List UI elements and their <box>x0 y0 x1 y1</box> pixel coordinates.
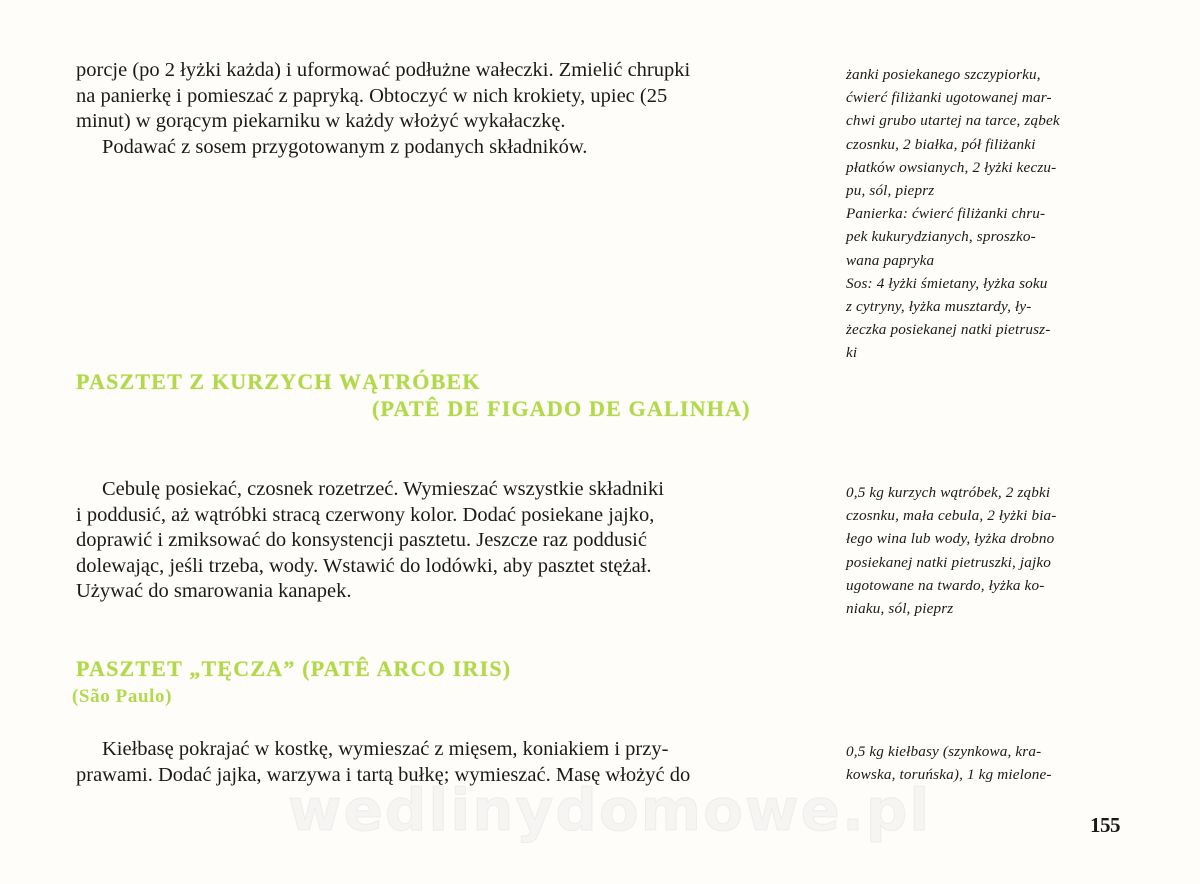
recipe2-ingredients <box>846 740 1131 786</box>
ingredient-line: płatków owsianych, 2 łyżki keczu- <box>846 158 1057 176</box>
recipe1-title: PASZTET Z KURZYCH WĄTRÓBEK <box>76 369 481 394</box>
text-line: dolewając, jeśli trzeba, wody. Wstawić do lodówki, aby pasztet stężał. <box>76 554 652 577</box>
recipe2-subtitle: (São Paulo) <box>72 686 173 707</box>
text-line: prawami. Dodać jajka, warzywa i tartą bułkę; wymieszać. Masę włożyć do <box>76 763 691 786</box>
recipe1-method <box>76 477 816 605</box>
ingredient-line: czosnku, 2 białka, pół filiżanki <box>846 135 1036 153</box>
ingredient-line: pek kukurydzianych, sproszko- <box>846 228 1036 246</box>
watermark: wedlinydomowe.pl <box>288 776 932 844</box>
text-line: i poddusić, aż wątróbki stracą czerwony kolor. Dodać posiekane jajko, <box>76 503 655 526</box>
ingredient-line: kowska, toruńska), 1 kg mielone- <box>846 766 1052 784</box>
recipe2-title: PASZTET „TĘCZA” (PATÊ ARCO IRIS) <box>76 656 512 681</box>
recipe2-paragraph <box>76 737 816 788</box>
ingredient-line: czosnku, mała cebula, 2 łyżki bia- <box>846 507 1057 525</box>
text-line: porcje (po 2 łyżki każda) i uformować podłużne wałeczki. Zmielić chrupki <box>76 59 691 81</box>
text-line: na panierkę i pomieszać z papryką. Obtoczyć w nich krokiety, upiec (25 <box>76 84 668 107</box>
ingredient-line: łego wina lub wody, łyżka drobno <box>846 530 1055 548</box>
recipe2-method <box>76 737 816 788</box>
ingredient-line: z cytryny, łyżka musztardy, ły- <box>846 298 1032 316</box>
ingredient-line: żanki posiekanego szczypiorku, <box>846 66 1041 83</box>
recipe1-ingredients <box>846 481 1131 620</box>
ingredient-line: niaku, sól, pieprz <box>846 600 954 618</box>
ingredient-line: wana papryka <box>846 251 935 269</box>
text-line: Kiełbasę pokrajać w kostkę, wymieszać z mięsem, koniakiem i przy- <box>102 738 669 760</box>
ingredient-line: pu, sól, pieprz <box>846 182 935 200</box>
ingredient-line: ki <box>846 344 858 362</box>
ingredient-line: Sos: 4 łyżki śmietany, łyżka soku <box>846 274 1048 292</box>
ingredient-line: ugotowane na twardo, łyżka ko- <box>846 576 1045 594</box>
recipe1-subtitle: (PATÊ DE FIGADO DE GALINHA) <box>372 396 751 421</box>
continuation-text <box>76 58 816 160</box>
text-line: doprawić i zmiksować do konsystencji pasztetu. Jeszcze raz poddusić <box>76 529 647 552</box>
ingredient-line: posiekanej natki pietruszki, jajko <box>846 553 1052 571</box>
ingredient-line: ćwierć filiżanki ugotowanej mar- <box>846 89 1052 107</box>
ingredient-line: żeczka posiekanej natki pietrusz- <box>846 321 1051 339</box>
sauce-line: Podawać z sosem przygotowanym z podanych składników. <box>102 135 588 158</box>
ingredient-line: 0,5 kg kurzych wątróbek, 2 ząbki <box>846 484 1051 501</box>
text-line: minut) w gorącym piekarniku w każdy włożyć wykałaczkę. <box>76 110 566 133</box>
continuation-ingredients <box>846 63 1131 365</box>
recipe1-paragraph <box>76 477 816 605</box>
ingredient-line: 0,5 kg kiełbasy (szynkowa, kra- <box>846 743 1042 760</box>
continuation-paragraph <box>76 58 816 160</box>
ingredient-line: Panierka: ćwierć filiżanki chru- <box>846 205 1046 223</box>
text-line: Cebulę posiekać, czosnek rozetrzeć. Wymieszać wszystkie składniki <box>102 478 664 500</box>
ingredient-line: chwi grubo utartej na tarce, ząbek <box>846 112 1060 130</box>
text-line: Używać do smarowania kanapek. <box>76 580 352 603</box>
page-number: 155 <box>1090 813 1120 837</box>
